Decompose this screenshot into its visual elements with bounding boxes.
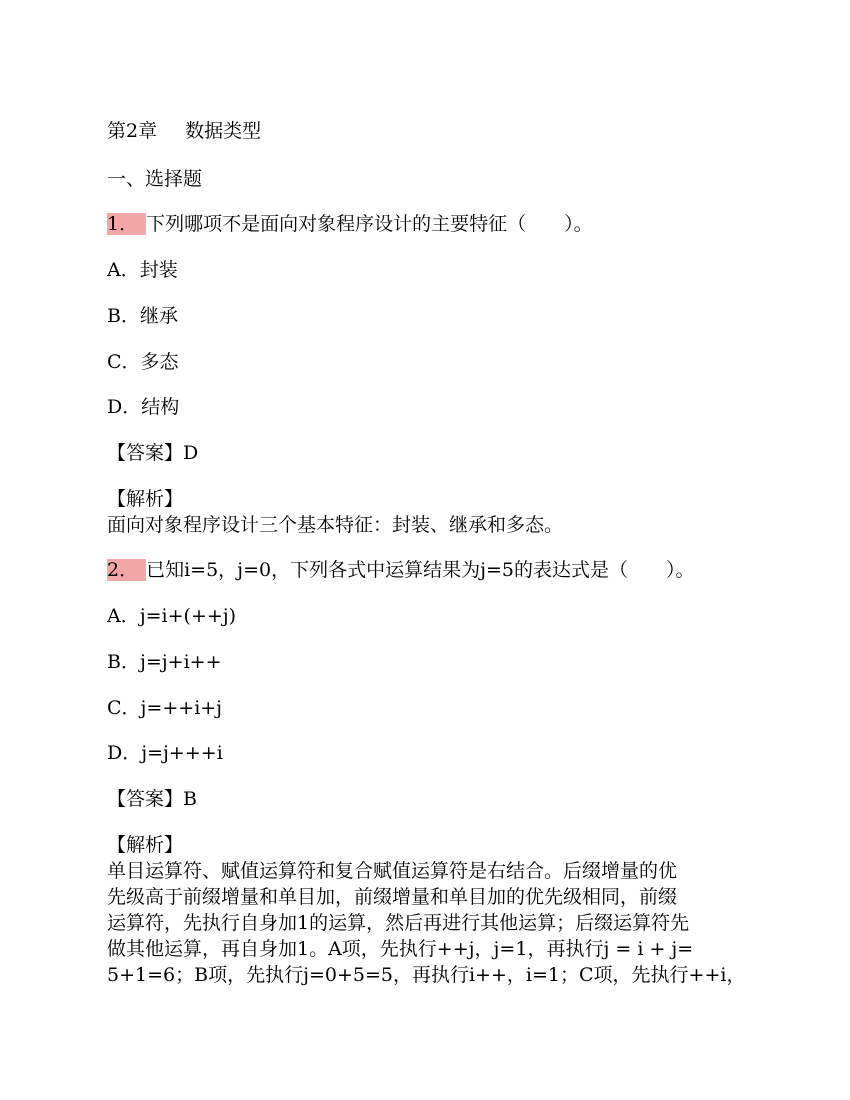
question-1-answer: 【答案】D xyxy=(107,442,199,464)
section-heading: 一、选择题 xyxy=(107,168,203,190)
question-1-analysis xyxy=(107,486,747,538)
question-2-stem: 已知i=5，j=0，下列各式中运算结果为j=5的表达式是（ ）。 xyxy=(146,559,695,581)
question-2-option-d: D．j=j+++i xyxy=(107,742,223,764)
question-2-analysis-label: 【解析】 xyxy=(107,834,184,856)
chapter-label: 第2章 xyxy=(107,120,158,142)
question-1-stem-line xyxy=(107,211,593,237)
question-2-option-a: A．j=i+(++j) xyxy=(107,605,237,627)
question-1-analysis-label: 【解析】 xyxy=(107,488,184,510)
question-2-analysis-line: 5+1=6；B项，先执行j=0+5=5，再执行i++，i=1；C项，先执行++i， xyxy=(107,964,746,986)
question-2-analysis-line: 先级高于前缀增量和单目加，前缀增量和单目加的优先级相同，前缀 xyxy=(107,886,678,908)
question-2-number: 2． xyxy=(107,559,146,581)
question-1-analysis-line: 面向对象程序设计三个基本特征：封装、继承和多态。 xyxy=(107,514,564,536)
question-2-stem-line xyxy=(107,557,694,583)
question-2-analysis-line: 运算符，先执行自身加1的运算，然后再进行其他运算；后缀运算符先 xyxy=(107,912,690,934)
question-1-stem: 下列哪项不是面向对象程序设计的主要特征（ ）。 xyxy=(146,213,593,235)
question-2-analysis-line: 单目运算符、赋值运算符和复合赋值运算符是右结合。后缀增量的优 xyxy=(107,860,678,882)
question-2-analysis xyxy=(107,832,747,988)
chapter-title: 数据类型 xyxy=(185,120,262,142)
chapter-heading xyxy=(107,118,261,144)
question-2-analysis-line: 做其他运算，再自身加1。A项，先执行++j，j=1，再执行j = i + j= xyxy=(107,938,694,960)
question-2-option-c: C．j=++i+j xyxy=(107,697,223,719)
question-2-option-b: B．j=j+i++ xyxy=(107,651,222,673)
question-1-number: 1． xyxy=(107,213,146,235)
question-1-option-b: B．继承 xyxy=(107,305,178,327)
question-2-answer: 【答案】B xyxy=(107,788,197,810)
question-1-option-d: D．结构 xyxy=(107,396,180,418)
question-1-option-a: A．封装 xyxy=(107,259,178,281)
question-1-option-c: C．多态 xyxy=(107,351,179,373)
